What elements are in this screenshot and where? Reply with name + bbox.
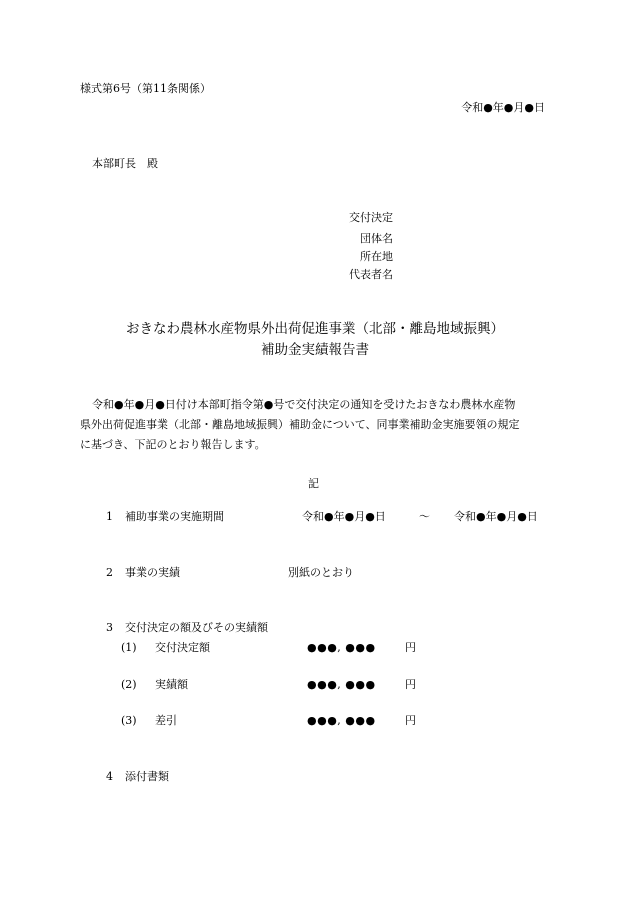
form-number: 様式第6号（第11条関係） bbox=[80, 82, 211, 95]
item3-sub1-number: (1) bbox=[121, 641, 137, 654]
item3-sub3-label: 差引 bbox=[155, 714, 177, 727]
body-line-1: 令和●年●月●日付け本部町指令第●号で交付決定の通知を受けたおきなわ農林水産物 bbox=[92, 398, 516, 411]
item3-label: 交付決定の額及びその実績額 bbox=[125, 621, 268, 634]
item3-sub3-unit: 円 bbox=[405, 714, 416, 727]
item3-sub1-unit: 円 bbox=[405, 641, 416, 654]
document-title-line2: 補助金実績報告書 bbox=[261, 342, 369, 358]
body-line-2: 県外出荷促進事業（北部・離島地域振興）補助金について、同事業補助金実施要領の規定 bbox=[80, 418, 520, 431]
ki-heading: 記 bbox=[308, 477, 319, 490]
applicant-heading: 交付決定 bbox=[349, 211, 393, 224]
item3-sub2-unit: 円 bbox=[405, 678, 416, 691]
item2-label: 事業の実績 bbox=[125, 566, 180, 579]
item3-number: 3 bbox=[106, 621, 113, 634]
addressee: 本部町長 殿 bbox=[92, 157, 158, 170]
item4-number: 4 bbox=[106, 770, 113, 783]
item1-end-date: 令和●年●月●日 bbox=[454, 510, 538, 523]
item3-sub2-amount: ●●●, ●●● bbox=[307, 678, 376, 691]
applicant-rep-label: 代表者名 bbox=[349, 268, 393, 281]
item3-sub3-amount: ●●●, ●●● bbox=[307, 714, 376, 727]
item3-sub3-number: (3) bbox=[121, 714, 137, 727]
item3-sub2-number: (2) bbox=[121, 678, 137, 691]
document-title-line1: おきなわ農林水産物県外出荷促進事業（北部・離島地域振興） bbox=[126, 321, 504, 337]
item1-tilde: ～ bbox=[419, 510, 430, 523]
item1-start-date: 令和●年●月●日 bbox=[302, 510, 386, 523]
body-line-3: に基づき、下記のとおり報告します。 bbox=[80, 438, 266, 451]
item3-sub1-amount: ●●●, ●●● bbox=[307, 641, 376, 654]
item2-value: 別紙のとおり bbox=[288, 566, 354, 579]
applicant-address-label: 所在地 bbox=[360, 250, 393, 263]
report-date: 令和●年●月●日 bbox=[461, 101, 545, 114]
item1-number: 1 bbox=[106, 510, 113, 523]
item3-sub2-label: 実績額 bbox=[155, 678, 188, 691]
item3-sub1-label: 交付決定額 bbox=[155, 641, 210, 654]
applicant-org-label: 団体名 bbox=[360, 232, 393, 245]
item1-label: 補助事業の実施期間 bbox=[125, 510, 224, 523]
item4-label: 添付書類 bbox=[125, 770, 169, 783]
item2-number: 2 bbox=[106, 566, 113, 579]
